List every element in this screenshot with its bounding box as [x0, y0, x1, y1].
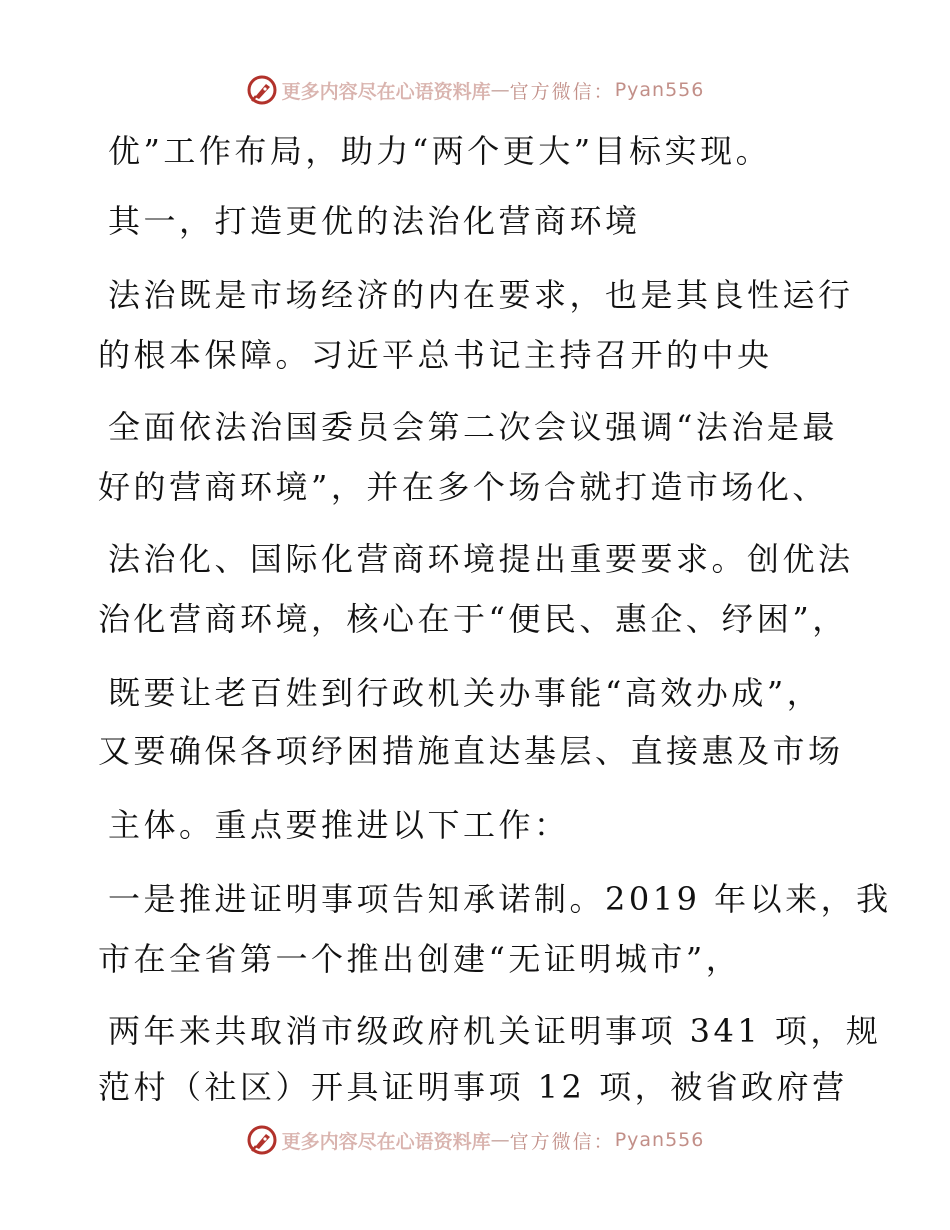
text-line: 好的营商环境”，并在多个场合就打造市场化、	[98, 468, 828, 506]
watermark-brand-text: 更多内容尽在心语资料库	[281, 80, 491, 103]
section-heading: 其一，打造更优的法治化营商环境	[108, 202, 641, 240]
text-line: 既要让老百姓到行政机关办事能“高效办成”，	[108, 674, 823, 712]
text-line: 两年来共取消市级政府机关证明事项 341 项，规	[108, 1012, 882, 1050]
text-line: 一是推进证明事项告知承诺制。2019 年以来，我	[108, 880, 892, 918]
pen-nib-circle-icon	[246, 74, 278, 106]
text-line: 又要确保各项纾困措施直达基层、直接惠及市场	[98, 732, 844, 770]
text-line: 法治化、国际化营商环境提出重要要求。创优法	[108, 540, 854, 578]
footer-watermark	[0, 1120, 950, 1160]
text-line: 市在全省第一个推出创建“无证明城市”，	[98, 940, 742, 978]
watermark-brand-text: 更多内容尽在心语资料库	[281, 1130, 491, 1153]
text-line: 全面依法治国委员会第二次会议强调“法治是最	[108, 408, 838, 446]
text-line: 法治既是市场经济的内在要求，也是其良性运行	[108, 276, 854, 314]
text-line: 主体。重点要推进以下工作：	[108, 806, 570, 844]
watermark-wechat-id: Pyan556	[614, 1129, 705, 1151]
header-watermark	[0, 70, 950, 110]
text-line: 范村（社区）开具证明事项 12 项，被省政府营	[98, 1068, 848, 1106]
watermark-official-label: 官方微信：	[509, 80, 615, 103]
watermark-wechat-id: Pyan556	[614, 79, 705, 101]
watermark-official-label: 官方微信：	[509, 1130, 615, 1153]
watermark-dash: —	[490, 79, 510, 101]
text-line: 治化营商环境，核心在于“便民、惠企、纾困”，	[98, 600, 848, 638]
watermark-dash: —	[490, 1129, 510, 1151]
text-line: 的根本保障。习近平总书记主持召开的中央	[98, 336, 773, 374]
pen-nib-circle-icon	[246, 1124, 278, 1156]
text-line: 优”工作布局，助力“两个更大”目标实现。	[108, 132, 772, 170]
